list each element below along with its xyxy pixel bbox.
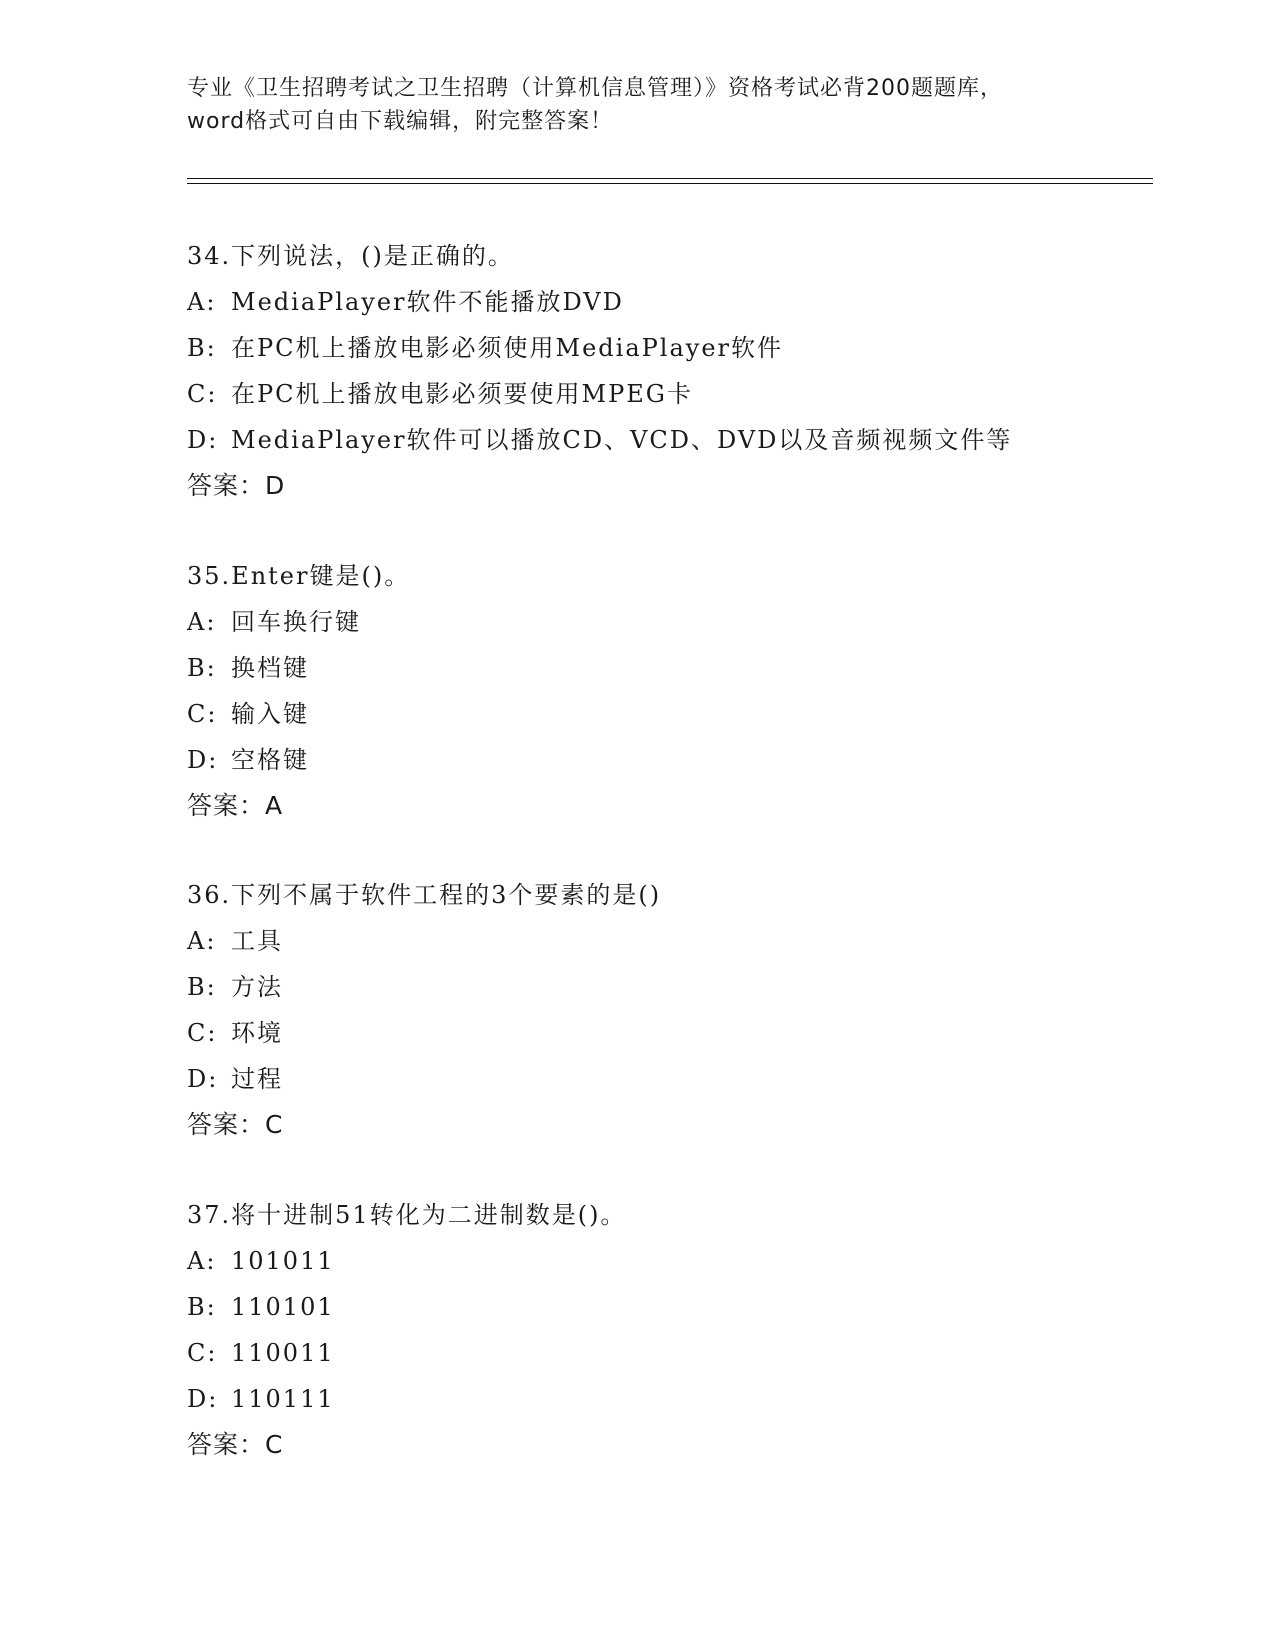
option-b: [187, 645, 1147, 691]
option-text: 101011: [231, 1247, 335, 1275]
option-label: A:: [187, 1247, 217, 1275]
option-label: D:: [187, 1385, 219, 1413]
option-text: 输入键: [231, 700, 309, 728]
option-text: 110111: [231, 1385, 335, 1413]
question-36: [187, 872, 1147, 1148]
header-title-line-2: word格式可自由下载编辑，附完整答案！: [187, 109, 614, 134]
option-text: 过程: [231, 1065, 283, 1093]
option-d: [187, 1376, 1147, 1422]
option-text: 换档键: [231, 654, 309, 682]
option-label: C:: [187, 380, 218, 408]
option-text: 回车换行键: [231, 608, 361, 636]
option-text: 在PC机上播放电影必须使用MediaPlayer软件: [231, 334, 784, 362]
option-text: 在PC机上播放电影必须要使用MPEG卡: [231, 380, 693, 408]
option-label: C:: [187, 1019, 218, 1047]
option-text: 环境: [231, 1019, 283, 1047]
option-c: [187, 371, 1147, 417]
option-a: [187, 918, 1147, 964]
answer-key: 答案：C: [187, 1430, 284, 1459]
question-stem: 37.将十进制51转化为二进制数是()。: [187, 1201, 627, 1229]
option-label: A:: [187, 608, 217, 636]
option-label: B:: [187, 973, 217, 1001]
option-c: [187, 691, 1147, 737]
option-label: B:: [187, 334, 217, 362]
option-label: C:: [187, 700, 218, 728]
option-text: 工具: [231, 927, 283, 955]
option-b: [187, 1284, 1147, 1330]
answer-key: 答案：C: [187, 1110, 284, 1139]
option-a: [187, 1238, 1147, 1284]
option-a: [187, 279, 1147, 325]
option-label: D:: [187, 1065, 219, 1093]
option-text: MediaPlayer软件可以播放CD、VCD、DVD以及音频视频文件等: [231, 426, 1013, 454]
option-b: [187, 325, 1147, 371]
question-37: [187, 1192, 1147, 1468]
option-a: [187, 599, 1147, 645]
option-c: [187, 1330, 1147, 1376]
question-stem: 35.Enter键是()。: [187, 562, 411, 590]
option-label: B:: [187, 1293, 217, 1321]
option-text: 110101: [231, 1293, 335, 1321]
option-label: A:: [187, 288, 217, 316]
header-divider-bottom: [187, 183, 1153, 184]
option-d: [187, 737, 1147, 783]
answer-key: 答案：A: [187, 791, 284, 820]
option-d: [187, 417, 1147, 463]
option-text: 空格键: [231, 746, 309, 774]
option-label: C:: [187, 1339, 218, 1367]
document-header: [187, 72, 1087, 138]
question-34: [187, 233, 1147, 509]
option-text: 方法: [231, 973, 283, 1001]
option-label: D:: [187, 746, 219, 774]
option-d: [187, 1056, 1147, 1102]
option-b: [187, 964, 1147, 1010]
question-35: [187, 553, 1147, 829]
option-text: MediaPlayer软件不能播放DVD: [231, 288, 624, 316]
header-title-line-1: 专业《卫生招聘考试之卫生招聘（计算机信息管理）》资格考试必背200题题库，: [187, 76, 1003, 101]
option-label: A:: [187, 927, 217, 955]
option-label: B:: [187, 654, 217, 682]
question-stem: 34.下列说法，()是正确的。: [187, 242, 514, 270]
answer-key: 答案：D: [187, 471, 286, 500]
option-label: D:: [187, 426, 219, 454]
option-text: 110011: [231, 1339, 335, 1367]
option-c: [187, 1010, 1147, 1056]
header-divider-top: [187, 178, 1153, 179]
question-stem: 36.下列不属于软件工程的3个要素的是(): [187, 881, 662, 909]
